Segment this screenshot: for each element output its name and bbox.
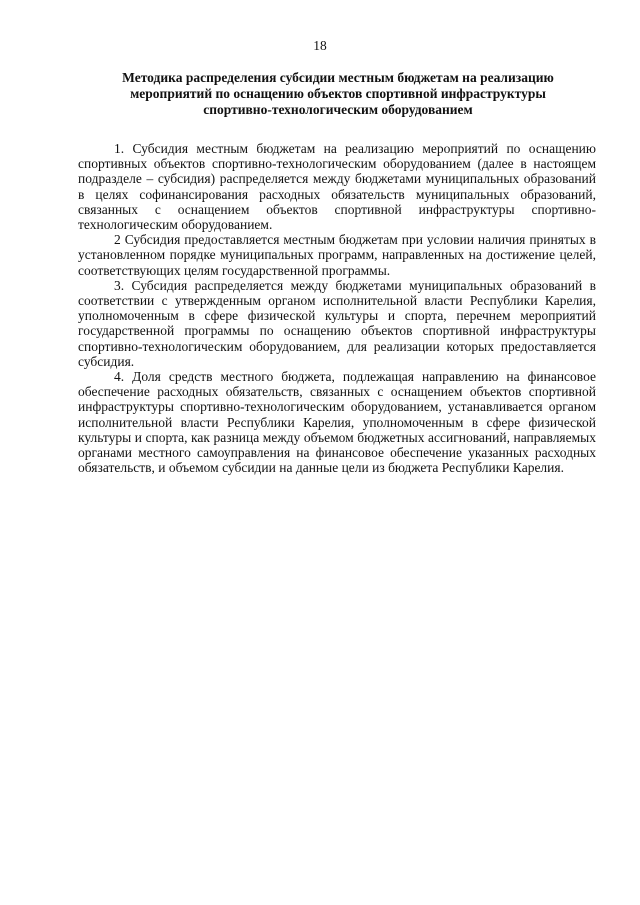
paragraph-4: 4. Доля средств местного бюджета, подлежащая направлению на финансовое обеспечение расходных обязательств, связанных с оснащением объектов спортивной инфраструктуры спортивно-технологическим оборудованием, устанавливается органом исполнительной власти Республики Карелия, уполномоченным в сфере физической культуры и спорта, как разница между объемом бюджетных ассигнований, направляемых органами местного самоуправления на финансовое обеспечение указанных расходных обязательств, и объемом субсидии на данные цели из бюджета Республики Карелия. [78,369,596,476]
page-number: 18 [313,38,327,53]
title-line-1: Методика распределения субсидии местным бюджетам на реализацию [122,70,554,85]
title-line-2: мероприятий по оснащению объектов спортивной инфраструктуры [130,86,546,101]
title-line-3: спортивно-технологическим оборудованием [203,102,473,117]
paragraph-1: 1. Субсидия местным бюджетам на реализацию мероприятий по оснащению спортивных объектов спортивно-технологическим оборудованием (далее в настоящем подразделе – субсидия) распределяется между бюджетами муниципальных образований в целях софинансирования расходных обязательств муниципальных образований, связанных с оснащением объектов спортивной инфраструктуры спортивно-технологическим оборудованием. [78,141,596,233]
document-title [78,70,598,118]
paragraph-3: 3. Субсидия распределяется между бюджетами муниципальных образований в соответствии с утвержденным органом исполнительной власти Республики Карелия, уполномоченным в сфере физической культуры и спорта, перечнем мероприятий государственной программы по оснащению объектов спортивной инфраструктуры спортивно-технологическим оборудованием, для реализации которых предоставляется субсидия. [78,277,596,369]
document-body [78,141,596,475]
paragraph-2: 2 Субсидия предоставляется местным бюджетам при условии наличия принятых в установленном порядке муниципальных программ, направленных на достижение целей, соответствующих целям государственной программы. [78,232,596,278]
